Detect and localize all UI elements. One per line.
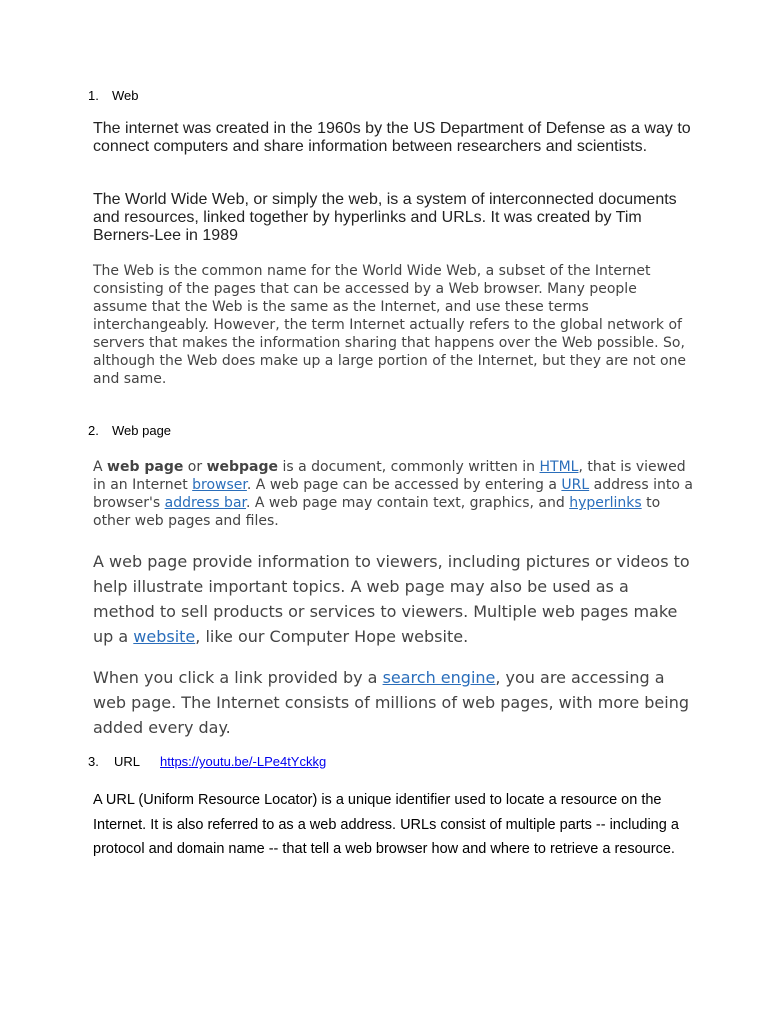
- web-paragraph-1: The internet was created in the 1960s by the US Department of Defense as a way to connect computers and share information between researchers and scientists.: [93, 120, 691, 155]
- section-title: URL: [114, 754, 141, 769]
- youtube-link[interactable]: https://youtu.be/-LPe4tYckkg: [160, 754, 327, 769]
- address-bar-link[interactable]: address bar: [164, 495, 246, 511]
- text-span: . A web page may contain text, graphics, and: [246, 495, 570, 511]
- text-span: , like our Computer Hope website.: [195, 627, 469, 646]
- section-number: 3.: [88, 754, 99, 769]
- text-span: , you are accessing a web page. The Internet consists of millions of web pages, with more being added every day.: [93, 668, 689, 737]
- web-paragraph-3: The Web is the common name for the World Wide Web, a subset of the Internet consisting of the pages that can be accessed by a Web browser. Many people assume that the Web is the same as the Internet, and use these terms interchangeably. However, the term Internet actually refers to the global network of servers that makes the information sharing that happens over the Web possible. So, although the Web does make up a large portion of the Internet, but they are not one and same.: [93, 263, 687, 387]
- webpage-paragraph-2: [93, 549, 693, 649]
- text-span: , that is viewed in an Internet: [93, 459, 686, 493]
- text-span: A: [93, 459, 108, 475]
- text-span: . A web page can be accessed by entering a: [246, 477, 562, 493]
- browser-link[interactable]: browser: [192, 477, 247, 493]
- webpage-paragraph-1: [93, 458, 693, 530]
- bold-term: webpage: [206, 459, 279, 475]
- web-paragraph-2: The World Wide Web, or simply the web, is a system of interconnected documents and resources, linked together by hyperlinks and URLs. It was created by Tim Berners-Lee in 1989: [93, 191, 677, 244]
- section-title: Web page: [112, 423, 172, 438]
- webpage-paragraph-3: [93, 665, 693, 740]
- section-title: Web: [112, 88, 139, 103]
- text-span: When you click a link provided by a: [93, 668, 383, 687]
- url-paragraph-1: A URL (Uniform Resource Locator) is a unique identifier used to locate a resource on the Internet. It is also referred to as a web address. URLs consist of multiple parts -- including a protocol and domain name -- that tell a web browser how and where to retrieve a resource.: [93, 792, 679, 857]
- section-number: 2.: [88, 423, 99, 438]
- text-span: to other web pages and files.: [93, 495, 661, 529]
- bold-term: web page: [107, 459, 184, 475]
- search-engine-link[interactable]: search engine: [382, 668, 496, 687]
- section-number: 1.: [88, 88, 99, 103]
- text-span: or: [183, 459, 207, 475]
- text-span: address into a browser's: [93, 477, 693, 511]
- text-span: is a document, commonly written in: [278, 459, 540, 475]
- hyperlinks-link[interactable]: hyperlinks: [569, 495, 642, 511]
- html-link[interactable]: HTML: [539, 459, 579, 475]
- website-link[interactable]: website: [133, 627, 196, 646]
- text-span: A web page provide information to viewers, including pictures or videos to help illustrate important topics. A web page may also be used as a method to sell products or services to viewers. Multiple web pages make up a: [93, 552, 690, 646]
- url-link[interactable]: URL: [561, 477, 590, 493]
